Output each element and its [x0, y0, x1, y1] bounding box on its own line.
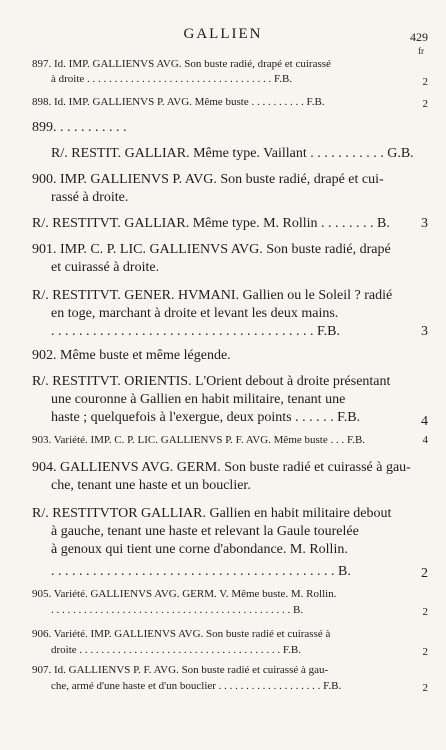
entry-line: 897. Id. IMP. GALLIENVS AVG. Son buste radié, drapé et cuirassé [32, 58, 331, 70]
rarity-index: 3 [421, 324, 428, 339]
entry-line: 899. . . . . . . . . . . [32, 120, 127, 135]
entry-line: R/. RESTIT. GALLIAR. Même type. Vaillant . . . . . . . . . . . G.B. [51, 146, 414, 161]
entry-line: 907. Id. GALLIENVS P. F. AVG. Son buste radié et cuirassé à gau- [32, 664, 329, 676]
entry-line: en toge, marchant à droite et levant les deux mains. [51, 306, 339, 321]
entry-line: che, tenant une haste et un bouclier. [51, 478, 251, 493]
entry-line: 898. Id. IMP. GALLIENVS P. AVG. Même buste . . . . . . . . . . F.B. [32, 96, 325, 108]
rarity-index: 2 [422, 682, 428, 694]
entry-line: à gauche, tenant une haste et relevant la Gaule tourelée [51, 524, 359, 539]
rarity-index: 2 [422, 76, 428, 88]
entry-line: 901. IMP. C. P. LIC. GALLIENVS AVG. Son buste radié, drapé [32, 242, 391, 257]
entry-line: . . . . . . . . . . . . . . . . . . . . . . . . . . . . . . . . . . . . . . . . . . . . B. [51, 604, 304, 616]
page-number: 429 [410, 30, 428, 44]
entry-line: R/. RESTITVT. GALLIAR. Même type. M. Rollin . . . . . . . . B. [32, 216, 390, 231]
rarity-index: 4 [421, 414, 428, 429]
entry-line: 906. Variété. IMP. GALLIENVS AVG. Son buste radié et cuirassé à [32, 628, 331, 640]
rarity-index: 2 [422, 98, 428, 110]
running-title: GALLIEN [183, 26, 263, 42]
rarity-index: 2 [421, 566, 428, 581]
entry-line: . . . . . . . . . . . . . . . . . . . . . . . . . . . . . . . . . . . . . . F.B. [51, 324, 341, 339]
entry-line: à droite . . . . . . . . . . . . . . . . . . . . . . . . . . . . . . . . . . F.B. [51, 73, 293, 85]
entry-line: rassé à droite. [51, 190, 129, 205]
entry-line: et cuirassé à droite. [51, 260, 160, 275]
entry-line: R/. RESTITVT. ORIENTIS. L'Orient debout à droite présentant [32, 374, 391, 389]
entry-line: . . . . . . . . . . . . . . . . . . . . . . . . . . . . . . . . . . . . . . . . . B. [51, 564, 351, 579]
page-header [0, 26, 446, 56]
entry-line: à genoux qui tient une corne d'abondance. M. Rollin. [51, 542, 348, 557]
rarity-index: 3 [421, 216, 428, 231]
rarity-index: 4 [422, 434, 428, 446]
entry-line: che, armé d'une haste et d'un bouclier . . . . . . . . . . . . . . . . . . . F.B. [51, 680, 342, 692]
entry-line: R/. RESTITVTOR GALLIAR. Gallien en habit militaire debout [32, 506, 392, 521]
entry-line: une couronne à Gallien en habit militaire, tenant une [51, 392, 346, 407]
entry-line: 903. Variété. IMP. C. P. LIC. GALLIENVS P. F. AVG. Même buste . . . F.B. [32, 434, 366, 446]
entry-line: 905. Variété. GALLIENVS AVG. GERM. V. Même buste. M. Rollin. [32, 588, 337, 600]
entry-line: R/. RESTITVT. GENER. HVMANI. Gallien ou le Soleil ? radié [32, 288, 393, 303]
currency-unit: fr [418, 46, 424, 56]
entry-line: haste ; quelquefois à l'exergue, deux points . . . . . . F.B. [51, 410, 361, 425]
rarity-index: 2 [422, 606, 428, 618]
entry-line: 900. IMP. GALLIENVS P. AVG. Son buste radié, drapé et cui- [32, 172, 384, 187]
entry-line: 902. Même buste et même légende. [32, 348, 231, 363]
entry-line: 904. GALLIENVS AVG. GERM. Son buste radié et cuirassé à gau- [32, 460, 411, 475]
rarity-index: 2 [422, 646, 428, 658]
entry-line: droite . . . . . . . . . . . . . . . . . . . . . . . . . . . . . . . . . . . . . F.B. [51, 644, 301, 656]
